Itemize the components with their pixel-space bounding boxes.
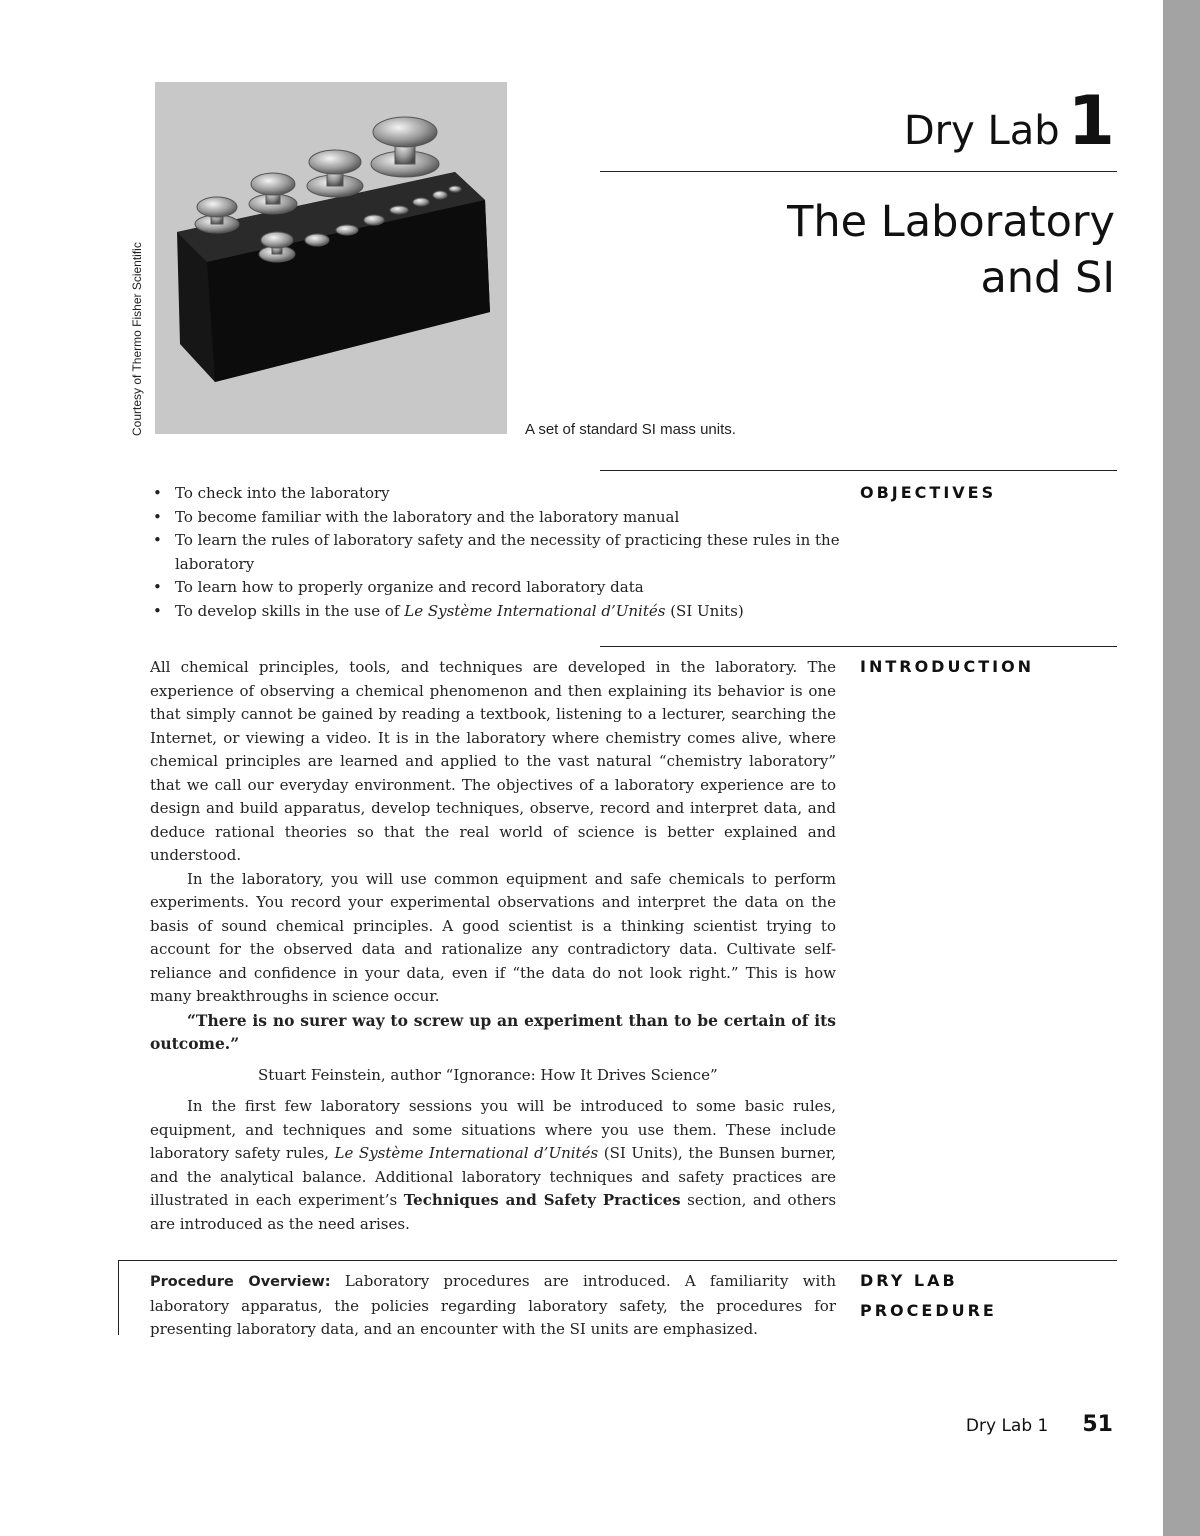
procedure-overview — [150, 1270, 836, 1342]
procedure-label: Procedure Overview: — [150, 1274, 331, 1290]
introduction-body — [150, 656, 836, 1236]
procedure-heading-line2: PROCEDURE — [860, 1301, 997, 1320]
introduction-heading: INTRODUCTION — [860, 657, 1035, 676]
intro-paragraph-2: In the laboratory, you will use common equipment and safe chemicals to perform experiments. You record your experimental observations and interpret the data on the basis of sound chemical principles. A good scientist is a thinking scientist trying to account for the observed data and rationalize any contradictory data. Cultivate self-reliance and confidence in your data, even if “the data do not look right.” This is how many breakthroughs in science occur. — [150, 869, 836, 1005]
dry-lab-word: Dry Lab — [903, 108, 1060, 154]
intro-paragraph-1: All chemical principles, tools, and techniques are developed in the laboratory. The experience of observing a chemical phenomenon and then explaining its behavior is one that simply cannot be gained by reading a textbook, listening to a lecturer, searching the Internet, or viewing a video. It is in the laboratory where chemistry comes alive, where chemical principles are learned and applied to the vast natural “chemistry laboratory” that we call our everyday environment. The objectives of a laboratory experience are to design and build apparatus, develop techniques, observe, record and interpret data, and deduce rational theories so that the real world of science is better explained and understood. — [150, 658, 836, 864]
chapter-title-line2: and SI — [980, 253, 1115, 303]
objectives-heading: OBJECTIVES — [860, 483, 997, 502]
p3-text-c: section, and others are introduced as the need arises. — [150, 1191, 837, 1233]
intro-paragraph-3 — [150, 1095, 836, 1236]
procedure-left-rule — [118, 1260, 119, 1335]
objective-item: • To check into the laboratory — [150, 482, 840, 506]
page-edge-bar — [1163, 0, 1200, 1536]
objective-item: • To become familiar with the laboratory and the laboratory manual — [150, 506, 840, 530]
objective-item: • To learn how to properly organize and record laboratory data — [150, 576, 840, 600]
mass-set-photo — [155, 82, 507, 434]
objective-text-end: (SI Units) — [665, 601, 744, 620]
chapter-title-line1: The Laboratory — [787, 197, 1115, 247]
p3-text-a: In the first few laboratory sessions you will be introduced to some basic rules, equipment, and techniques and some situations where you use them. These include laboratory safety rules, — [150, 1097, 836, 1162]
procedure-text: Laboratory procedures are introduced. A familiarity with laboratory apparatus, the policies regarding laboratory safety, the procedures for presenting laboratory data, and an encounter with the SI units are emphasized. — [150, 1272, 836, 1338]
dry-lab-number: 1 — [1067, 82, 1115, 161]
objectives-list — [150, 482, 840, 623]
intro-quote: “There is no surer way to screw up an experiment than to be certain of its outcome.” — [150, 1010, 836, 1053]
procedure-heading — [860, 1266, 997, 1326]
running-title: Dry Lab 1 — [965, 1416, 1049, 1436]
procedure-rule — [118, 1260, 1117, 1261]
procedure-heading-line1: DRY LAB — [860, 1271, 958, 1290]
objective-item — [150, 600, 840, 624]
objective-text: To develop skills in the use of — [175, 601, 405, 620]
dry-lab-label — [904, 82, 1115, 161]
introduction-rule — [600, 646, 1117, 647]
photo-credit: Courtesy of Thermo Fisher Scientific — [130, 242, 144, 436]
objectives-rule — [600, 470, 1117, 471]
objective-item: • To learn the rules of laboratory safety and the necessity of practicing these rules in the laboratory — [150, 529, 840, 576]
photo-caption: A set of standard SI mass units. — [525, 421, 736, 438]
page-number: 51 — [1082, 1412, 1113, 1437]
title-rule — [600, 171, 1117, 172]
p3-si-term: Le Système International d’Unités — [334, 1144, 599, 1162]
p3-techniques-term: Techniques and Safety Practices — [403, 1191, 681, 1209]
chapter-title — [787, 194, 1115, 306]
objective-si-term: Le Système International d’Unités — [404, 601, 666, 620]
p3-text-b: (SI Units), the Bunsen burner, and the analytical balance. Additional laboratory techniques and safety practices are illustrated in each experiment’s — [150, 1144, 836, 1209]
page-footer — [966, 1412, 1113, 1437]
quote-attribution: Stuart Feinstein, author “Ignorance: How It Drives Science” — [258, 1065, 718, 1084]
